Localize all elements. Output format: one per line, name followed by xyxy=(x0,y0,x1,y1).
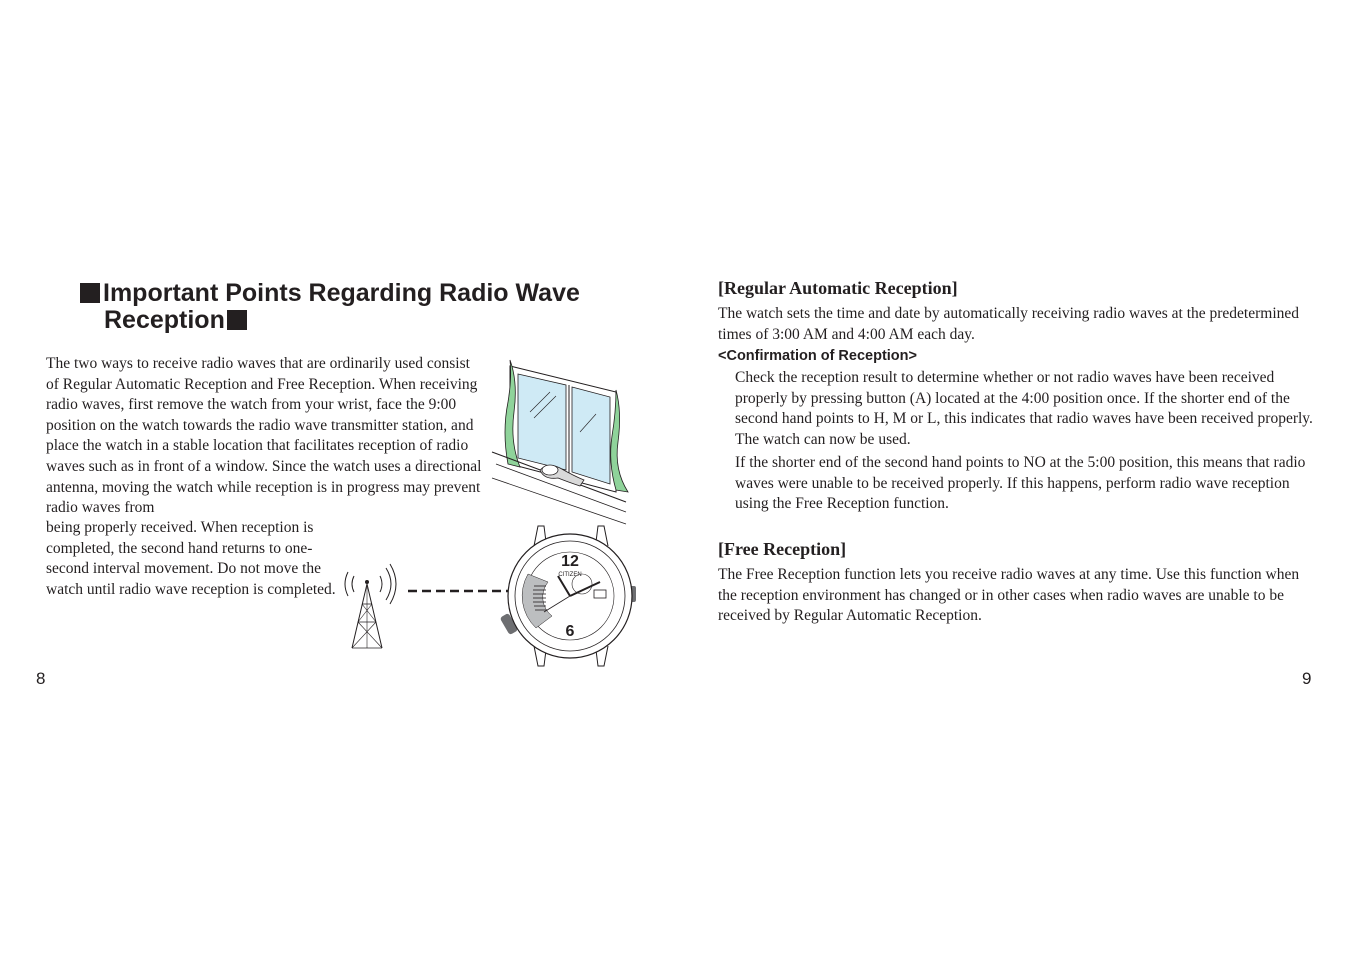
watch-brand: CITIZEN xyxy=(558,572,582,578)
confirmation-text-2: If the shorter end of the second hand points to NO at the 5:00 position, this means that radio waves were unable to be received properly. If this happens, perform radio wave reception using the Free Reception function. xyxy=(735,454,1306,513)
intro-paragraph: The two ways to receive radio waves that are ordinarily used consist of Regular Automatic Reception and Free Reception. When receiving radio waves, first remove the watch from your wrist, face the 9:00 position on the watch towards the radio wave transmitter station, and place the watch in a stable location that facilitates reception of radio waves such as in front of a window. Since the watch uses a directional antenna, moving the watch while reception is in progress may prevent radio waves from xyxy=(46,355,482,517)
free-reception-heading: [Free Reception] xyxy=(718,539,847,559)
watch-illustration xyxy=(500,524,642,668)
page-title: Important Points Regarding Radio Wave Reception xyxy=(80,280,664,334)
regular-reception-text: The watch sets the time and date by automatically receiving radio waves at the predetermined times of 3:00 AM and 4:00 AM each day. xyxy=(718,305,1300,343)
intro-paragraph-continued: being properly received. When reception is completed, the second hand returns to one-second interval movement. Do not move the watch until radio wave reception is completed. xyxy=(46,519,336,598)
black-square-icon xyxy=(80,283,100,303)
confirmation-heading: <Confirmation of Reception> xyxy=(718,348,917,364)
radio-tower-illustration xyxy=(340,560,402,652)
free-reception-text: The Free Reception function lets you receive radio waves at any time. Use this function when the reception environment has changed or in other cases when radio waves are unable to be received by Regular Automatic Reception. xyxy=(718,566,1300,625)
page-number-right: 9 xyxy=(1302,669,1312,688)
regular-reception-heading: [Regular Automatic Reception] xyxy=(718,278,958,298)
window-illustration xyxy=(488,352,633,527)
confirmation-text-1: Check the reception result to determine whether or not radio waves have been received properly by pressing button (A) located at the 4:00 position once. If the shorter end of the second hand points to H, M or L, this indicates that radio waves have been received properly. The watch can now be used. xyxy=(735,369,1313,448)
black-square-icon xyxy=(227,310,247,330)
page-number-left: 8 xyxy=(36,669,46,688)
dial-12-label: 12 xyxy=(561,553,579,570)
dial-6-label: 6 xyxy=(565,623,575,640)
